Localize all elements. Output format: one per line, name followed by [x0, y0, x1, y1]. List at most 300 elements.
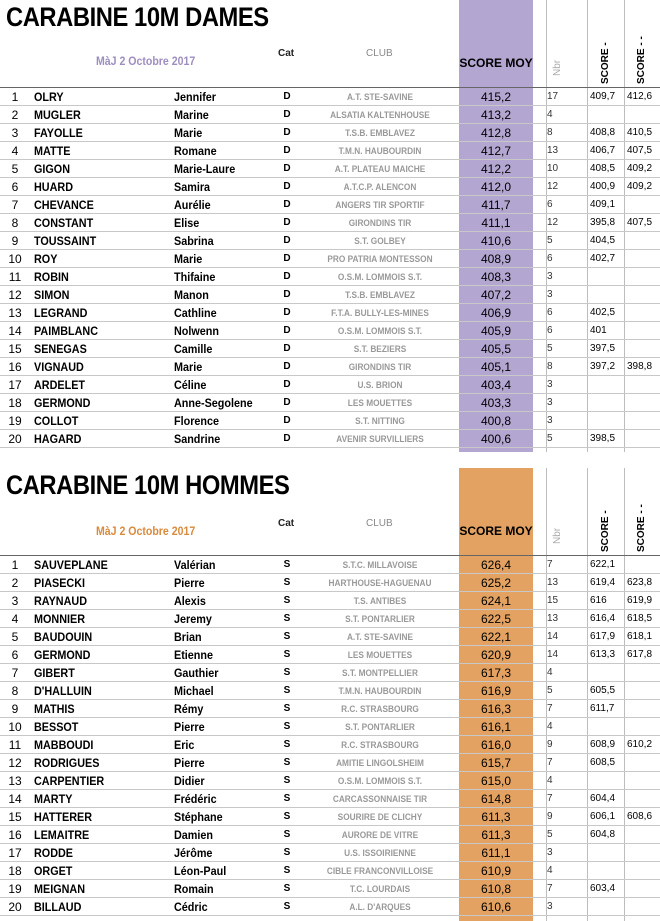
- table-row: [0, 718, 660, 736]
- nbr-cell: 7: [547, 559, 553, 570]
- score-1-cell: 613,3: [590, 649, 616, 660]
- category-cell: D: [283, 415, 291, 426]
- rank-cell: 4: [11, 144, 19, 158]
- score-moy-cell: 615,7: [480, 756, 512, 770]
- club-cell: GIRONDINS TIR: [348, 362, 412, 372]
- table-row: [0, 610, 660, 628]
- club-cell: AURORE DE VITRE: [341, 830, 419, 840]
- nbr-cell: 6: [547, 199, 553, 210]
- first-name-cell: Frédéric: [174, 792, 217, 806]
- nbr-cell: 3: [547, 271, 553, 282]
- table-row: [0, 646, 660, 664]
- nbr-cell: 4: [547, 667, 553, 678]
- rank-cell: 17: [8, 378, 22, 392]
- first-name-cell: Marie: [174, 360, 203, 374]
- score-moy-cell: 610,9: [480, 864, 512, 878]
- category-cell: D: [283, 289, 291, 300]
- table-row: [0, 376, 660, 394]
- first-name-cell: Romane: [174, 144, 217, 158]
- header-nbr: Nbr: [552, 527, 563, 544]
- last-name-cell: GIBERT: [34, 666, 75, 680]
- category-cell: D: [283, 253, 291, 264]
- club-cell: O.S.M. LOMMOIS S.T.: [337, 326, 423, 336]
- score-moy-cell: 620,9: [480, 648, 512, 662]
- rank-cell: 2: [11, 108, 19, 122]
- club-cell: R.C. STRASBOURG: [341, 740, 419, 750]
- score-2-cell: 608,6: [627, 811, 653, 822]
- update-date: MàJ 2 Octobre 2017: [96, 524, 196, 538]
- score-1-cell: 616,4: [590, 613, 616, 624]
- rank-cell: 6: [11, 180, 19, 194]
- category-cell: D: [283, 181, 291, 192]
- rank-cell: 14: [8, 324, 22, 338]
- score-moy-cell: 616,9: [480, 684, 512, 698]
- nbr-cell: 15: [547, 595, 559, 606]
- score-moy-cell: 406,9: [480, 306, 512, 320]
- nbr-cell: 17: [547, 91, 559, 102]
- table-row: [0, 124, 660, 142]
- table-row: [0, 826, 660, 844]
- score-moy-cell: 412,7: [480, 144, 512, 158]
- header-club: CLUB: [366, 518, 393, 529]
- score-moy-cell: 616,3: [480, 702, 512, 716]
- category-cell: D: [283, 379, 291, 390]
- score-moy-cell: 403,3: [480, 396, 512, 410]
- update-date: MàJ 2 Octobre 2017: [96, 54, 196, 68]
- nbr-cell: 6: [547, 253, 553, 264]
- nbr-cell: 13: [547, 145, 559, 156]
- rank-cell: 16: [8, 360, 22, 374]
- first-name-cell: Rémy: [174, 702, 204, 716]
- table-row: [0, 106, 660, 124]
- score-moy-cell: 611,3: [481, 828, 511, 842]
- table-row: [0, 178, 660, 196]
- rank-cell: 5: [11, 630, 19, 644]
- nbr-cell: 9: [547, 811, 553, 822]
- score-1-cell: 400,9: [590, 181, 616, 192]
- nbr-cell: 4: [547, 775, 553, 786]
- score-moy-cell: 408,9: [480, 252, 512, 266]
- first-name-cell: Camille: [174, 342, 213, 356]
- last-name-cell: BAUDOUIN: [34, 630, 93, 644]
- rank-cell: 1: [11, 90, 19, 104]
- score-2-cell: 409,2: [627, 181, 653, 192]
- category-cell: D: [283, 145, 291, 156]
- score-2-cell: 410,5: [627, 127, 653, 138]
- first-name-cell: Pierre: [174, 720, 205, 734]
- club-cell: A.L. D'ARQUES: [349, 902, 411, 912]
- rank-cell: 14: [8, 792, 22, 806]
- club-cell: T.S.B. EMBLAVEZ: [345, 128, 415, 138]
- category-cell: D: [283, 307, 291, 318]
- category-cell: S: [283, 703, 291, 714]
- score-moy-cell: 611,1: [481, 846, 511, 860]
- nbr-cell: 12: [547, 217, 559, 228]
- table-row: [0, 700, 660, 718]
- first-name-cell: Michael: [174, 684, 214, 698]
- header-cat: Cat: [278, 48, 295, 59]
- rank-cell: 17: [8, 846, 22, 860]
- club-cell: AMITIE LINGOLSHEIM: [336, 758, 424, 768]
- rank-cell: 15: [8, 810, 22, 824]
- category-cell: S: [283, 595, 291, 606]
- score-2-cell: 617,8: [627, 649, 653, 660]
- club-cell: T.S.B. EMBLAVEZ: [345, 290, 415, 300]
- table-row: [0, 736, 660, 754]
- rank-cell: 16: [8, 828, 22, 842]
- first-name-cell: Alexis: [174, 594, 206, 608]
- last-name-cell: HUARD: [34, 180, 74, 194]
- section-title: CARABINE 10M DAMES: [6, 2, 269, 32]
- last-name-cell: LEGRAND: [34, 306, 88, 320]
- table-row: [0, 160, 660, 178]
- first-name-cell: Jennifer: [174, 90, 217, 104]
- score-1-cell: 622,1: [590, 559, 616, 570]
- first-name-cell: Elise: [174, 216, 200, 230]
- category-cell: D: [283, 235, 291, 246]
- score-moy-cell: 611,3: [481, 810, 511, 824]
- rank-cell: 12: [8, 288, 22, 302]
- rank-cell: 9: [11, 702, 19, 716]
- score-2-cell: 412,6: [627, 91, 653, 102]
- club-cell: ANGERS TIR SPORTIF: [335, 200, 425, 210]
- nbr-cell: 3: [547, 415, 553, 426]
- club-cell: U.S. BRION: [357, 380, 403, 390]
- category-cell: D: [283, 109, 291, 120]
- club-cell: LES MOUETTES: [347, 650, 413, 660]
- score-2-cell: 618,5: [627, 613, 653, 624]
- header-score-moy: SCORE MOY: [459, 56, 533, 70]
- header-score-moy: SCORE MOY: [459, 524, 533, 538]
- category-cell: S: [283, 847, 291, 858]
- nbr-cell: 5: [547, 685, 553, 696]
- header-nbr: Nbr: [552, 59, 563, 76]
- score-2-cell: 398,8: [627, 361, 653, 372]
- first-name-cell: Brian: [174, 630, 202, 644]
- score-moy-cell: 412,0: [480, 180, 512, 194]
- last-name-cell: BESSOT: [34, 720, 79, 734]
- rank-cell: 1: [11, 558, 19, 572]
- nbr-cell: 14: [547, 649, 559, 660]
- first-name-cell: Cathline: [174, 306, 217, 320]
- club-cell: U.S. ISSOIRIENNE: [344, 848, 416, 858]
- club-cell: AVENIR SURVILLIERS: [336, 434, 424, 444]
- last-name-cell: CONSTANT: [34, 216, 94, 230]
- nbr-cell: 13: [547, 577, 559, 588]
- last-name-cell: BILLAUD: [34, 900, 82, 914]
- score-2-cell: 623,8: [627, 577, 653, 588]
- last-name-cell: CARPENTIER: [34, 774, 105, 788]
- category-cell: D: [283, 343, 291, 354]
- score-1-cell: 397,2: [590, 361, 616, 372]
- table-row: [0, 412, 660, 430]
- table-row: [0, 880, 660, 898]
- score-1-cell: 608,5: [590, 757, 616, 768]
- category-cell: S: [283, 559, 291, 570]
- club-cell: T.M.N. HAUBOURDIN: [338, 146, 422, 156]
- nbr-cell: 5: [547, 343, 553, 354]
- rank-cell: 3: [11, 126, 19, 140]
- last-name-cell: MONNIER: [34, 612, 86, 626]
- first-name-cell: Samira: [174, 180, 211, 194]
- score-1-cell: 409,7: [590, 91, 616, 102]
- last-name-cell: PIASECKI: [34, 576, 86, 590]
- rank-cell: 20: [8, 900, 22, 914]
- last-name-cell: ROY: [34, 252, 58, 266]
- category-cell: S: [283, 721, 291, 732]
- score-moy-cell: 610,8: [480, 882, 512, 896]
- score-1-cell: 408,5: [590, 163, 616, 174]
- score-1-cell: 402,7: [590, 253, 616, 264]
- score-moy-cell: 610,6: [480, 900, 512, 914]
- table-row: [0, 628, 660, 646]
- score-moy-cell: 405,1: [480, 360, 512, 374]
- last-name-cell: MARTY: [34, 792, 73, 806]
- dames-section: [0, 0, 660, 452]
- nbr-cell: 4: [547, 865, 553, 876]
- last-name-cell: LEMAITRE: [34, 828, 90, 842]
- category-cell: D: [283, 271, 291, 282]
- rank-cell: 19: [8, 882, 22, 896]
- last-name-cell: MEIGNAN: [34, 882, 86, 896]
- header-cat: Cat: [278, 518, 295, 529]
- first-name-cell: Marie: [174, 126, 203, 140]
- score-moy-cell: 614,8: [480, 792, 512, 806]
- nbr-cell: 6: [547, 307, 553, 318]
- last-name-cell: SENEGAS: [34, 342, 87, 356]
- score-1-cell: 406,7: [590, 145, 616, 156]
- table-row: [0, 268, 660, 286]
- category-cell: S: [283, 757, 291, 768]
- table-row: [0, 88, 660, 106]
- category-cell: D: [283, 91, 291, 102]
- club-cell: CIBLE FRANCONVILLOISE: [326, 866, 434, 876]
- first-name-cell: Manon: [174, 288, 209, 302]
- score-1-cell: 398,5: [590, 433, 616, 444]
- club-cell: A.T. PLATEAU MAICHE: [334, 164, 426, 174]
- score-moy-cell: 411,1: [481, 216, 511, 230]
- score-moy-cell: 411,7: [481, 198, 511, 212]
- score-moy-cell: 415,2: [480, 90, 512, 104]
- table-row: [0, 304, 660, 322]
- score-1-cell: 604,8: [590, 829, 616, 840]
- last-name-cell: FAYOLLE: [34, 126, 83, 140]
- nbr-cell: 7: [547, 883, 553, 894]
- first-name-cell: Marie: [174, 252, 203, 266]
- score-moy-cell: 616,0: [480, 738, 512, 752]
- score-1-cell: 608,9: [590, 739, 616, 750]
- rank-cell: 10: [8, 720, 22, 734]
- nbr-cell: 4: [547, 109, 553, 120]
- last-name-cell: ROBIN: [34, 270, 69, 284]
- score-2-cell: 618,1: [627, 631, 653, 642]
- score-1-cell: 616: [590, 595, 607, 606]
- rank-cell: 18: [8, 396, 22, 410]
- score-moy-cell: 400,6: [480, 432, 512, 446]
- rank-cell: 18: [8, 864, 22, 878]
- score-moy-cell: 626,4: [480, 558, 512, 572]
- first-name-cell: Pierre: [174, 576, 205, 590]
- rank-cell: 11: [8, 270, 22, 284]
- rank-cell: 10: [8, 252, 22, 266]
- last-name-cell: VIGNAUD: [34, 360, 84, 374]
- club-cell: T.M.N. HAUBOURDIN: [338, 686, 422, 696]
- nbr-cell: 14: [547, 631, 559, 642]
- score-moy-cell: 622,5: [480, 612, 512, 626]
- nbr-cell: 12: [547, 181, 559, 192]
- score-1-cell: 408,8: [590, 127, 616, 138]
- score-moy-cell: 615,0: [480, 774, 512, 788]
- last-name-cell: CHEVANCE: [34, 198, 94, 212]
- rank-cell: 7: [11, 198, 19, 212]
- score-1-cell: 606,1: [590, 811, 616, 822]
- rank-cell: 8: [11, 684, 19, 698]
- table-row: [0, 790, 660, 808]
- club-cell: PRO PATRIA MONTESSON: [327, 254, 433, 264]
- score-moy-cell: 405,9: [480, 324, 512, 338]
- score-moy-cell: 624,1: [480, 594, 512, 608]
- category-cell: S: [283, 685, 291, 696]
- table-row: [0, 592, 660, 610]
- category-cell: S: [283, 883, 291, 894]
- last-name-cell: OLRY: [34, 90, 64, 104]
- category-cell: D: [283, 163, 291, 174]
- category-cell: S: [283, 793, 291, 804]
- header-score-2: SCORE - -: [636, 36, 647, 84]
- category-cell: D: [283, 433, 291, 444]
- score-1-cell: 619,4: [590, 577, 616, 588]
- first-name-cell: Léon-Paul: [174, 864, 227, 878]
- first-name-cell: Sandrine: [174, 432, 221, 446]
- nbr-cell: 8: [547, 127, 553, 138]
- rank-cell: 7: [11, 666, 19, 680]
- nbr-cell: 3: [547, 379, 553, 390]
- score-moy-cell: 400,8: [480, 414, 512, 428]
- rank-cell: 15: [8, 342, 22, 356]
- last-name-cell: GIGON: [34, 162, 71, 176]
- score-moy-cell: 616,1: [480, 720, 512, 734]
- first-name-cell: Stéphane: [174, 810, 223, 824]
- rank-cell: 20: [8, 432, 22, 446]
- first-name-cell: Sabrina: [174, 234, 214, 248]
- club-cell: S.T. MONTPELLIER: [342, 668, 418, 678]
- first-name-cell: Damien: [174, 828, 214, 842]
- last-name-cell: D'HALLUIN: [34, 684, 92, 698]
- club-cell: O.S.M. LOMMOIS S.T.: [337, 272, 423, 282]
- last-name-cell: GERMOND: [34, 396, 91, 410]
- header-club: CLUB: [366, 48, 393, 59]
- header-score-1: SCORE -: [600, 510, 611, 552]
- first-name-cell: Valérian: [174, 558, 216, 572]
- last-name-cell: RODDE: [34, 846, 74, 860]
- club-cell: A.T.C.P. ALENCON: [343, 182, 417, 192]
- club-cell: S.T. GOLBEY: [354, 236, 406, 246]
- club-cell: HARTHOUSE-HAGUENAU: [328, 578, 432, 588]
- score-1-cell: 397,5: [590, 343, 616, 354]
- first-name-cell: Romain: [174, 882, 214, 896]
- header-score-1: SCORE -: [600, 42, 611, 84]
- first-name-cell: Nolwenn: [174, 324, 219, 338]
- club-cell: GIRONDINS TIR: [348, 218, 412, 228]
- category-cell: S: [283, 649, 291, 660]
- score-1-cell: 402,5: [590, 307, 616, 318]
- score-2-cell: 407,5: [627, 145, 653, 156]
- nbr-cell: 9: [547, 739, 553, 750]
- score-1-cell: 603,4: [590, 883, 616, 894]
- table-row: [0, 322, 660, 340]
- nbr-cell: 5: [547, 829, 553, 840]
- nbr-cell: 7: [547, 703, 553, 714]
- table-row: [0, 196, 660, 214]
- table-row: [0, 664, 660, 682]
- score-2-cell: 619,9: [627, 595, 653, 606]
- row-divider: [0, 447, 660, 448]
- first-name-cell: Didier: [174, 774, 205, 788]
- first-name-cell: Marie-Laure: [174, 162, 236, 176]
- first-name-cell: Marine: [174, 108, 209, 122]
- table-row: [0, 232, 660, 250]
- club-cell: F.T.A. BULLY-LES-MINES: [331, 308, 429, 318]
- last-name-cell: RAYNAUD: [34, 594, 88, 608]
- score-2-cell: 409,2: [627, 163, 653, 174]
- nbr-cell: 10: [547, 163, 559, 174]
- score-moy-cell: 622,1: [480, 630, 512, 644]
- category-cell: D: [283, 127, 291, 138]
- club-cell: S.T. NITTING: [355, 416, 405, 426]
- club-cell: SOURIRE DE CLICHY: [337, 812, 423, 822]
- category-cell: D: [283, 397, 291, 408]
- rank-cell: 13: [8, 774, 22, 788]
- category-cell: S: [283, 667, 291, 678]
- category-cell: S: [283, 811, 291, 822]
- club-cell: T.C. LOURDAIS: [349, 884, 411, 894]
- score-moy-cell: 617,3: [480, 666, 512, 680]
- rank-cell: 5: [11, 162, 19, 176]
- table-row: [0, 556, 660, 574]
- score-2-cell: 610,2: [627, 739, 653, 750]
- score-moy-cell: 403,4: [480, 378, 512, 392]
- first-name-cell: Pierre: [174, 756, 205, 770]
- club-cell: S.T. BEZIERS: [353, 344, 407, 354]
- table-row: [0, 358, 660, 376]
- club-cell: A.T. STE-SAVINE: [346, 632, 414, 642]
- first-name-cell: Etienne: [174, 648, 214, 662]
- rank-cell: 3: [11, 594, 19, 608]
- last-name-cell: PAIMBLANC: [34, 324, 98, 338]
- last-name-cell: SAUVEPLANE: [34, 558, 108, 572]
- club-cell: CARCASSONNAISE TIR: [332, 794, 428, 804]
- first-name-cell: Thifaine: [174, 270, 216, 284]
- category-cell: D: [283, 217, 291, 228]
- first-name-cell: Cédric: [174, 900, 208, 914]
- rank-cell: 11: [8, 738, 22, 752]
- table-row: [0, 286, 660, 304]
- nbr-cell: 8: [547, 361, 553, 372]
- rank-cell: 13: [8, 306, 22, 320]
- nbr-cell: 5: [547, 235, 553, 246]
- club-cell: LES MOUETTES: [347, 398, 413, 408]
- nbr-cell: 3: [547, 397, 553, 408]
- first-name-cell: Eric: [174, 738, 195, 752]
- category-cell: S: [283, 631, 291, 642]
- hommes-section: [0, 468, 660, 921]
- category-cell: S: [283, 613, 291, 624]
- last-name-cell: HATTERER: [34, 810, 93, 824]
- score-moy-cell: 410,6: [480, 234, 512, 248]
- score-1-cell: 605,5: [590, 685, 616, 696]
- last-name-cell: ORGET: [34, 864, 73, 878]
- last-name-cell: HAGARD: [34, 432, 82, 446]
